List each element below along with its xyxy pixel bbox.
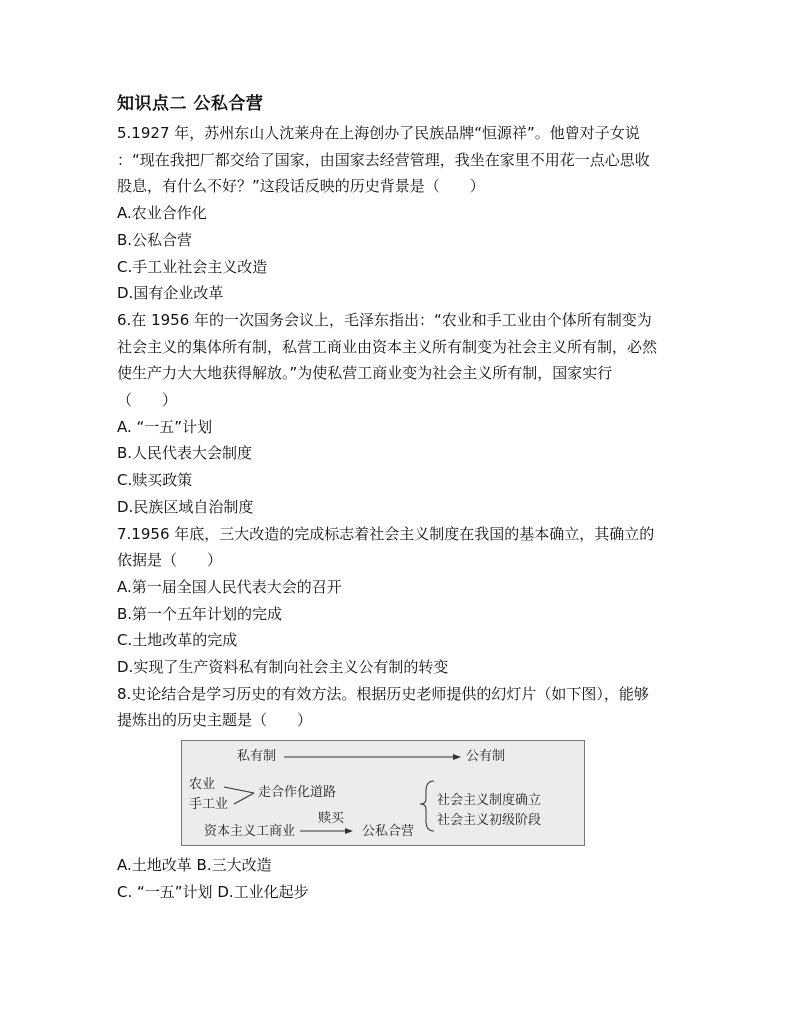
question-6-line-4: （ ） xyxy=(117,391,178,410)
result-brace xyxy=(420,781,434,831)
handicraft-label: 手工业 xyxy=(189,797,229,813)
question-6-line-3: 使生产力大大地获得解放。”为使私营工商业变为社会主义所有制，国家实行 xyxy=(117,364,613,383)
question-6-option-c: C.赎买政策 xyxy=(117,471,193,490)
question-6-option-d: D.民族区域自治制度 xyxy=(117,497,254,516)
question-8-line-2: 提炼出的历史主题是（ ） xyxy=(117,711,313,730)
agriculture-arrow xyxy=(224,787,254,793)
question-5 xyxy=(117,120,687,307)
question-7-option-c: C.土地改革的完成 xyxy=(117,631,238,650)
question-6-option-a: A. “一五”计划 xyxy=(117,417,213,436)
question-8-options-cd: C. “一五”计划 D.工业化起步 xyxy=(117,882,309,901)
question-8-line-1: 8.史论结合是学习历史的有效方法。根据历史老师提供的幻灯片（如下图），能够 xyxy=(117,684,649,703)
slide-diagram xyxy=(181,740,585,846)
question-8 xyxy=(117,681,687,906)
question-7-option-b: B.第一个五年计划的完成 xyxy=(117,604,283,623)
question-5-option-b: B.公私合营 xyxy=(117,230,193,249)
section-title: 知识点二 公私合营 xyxy=(117,94,264,114)
private-ownership-label: 私有制 xyxy=(237,749,277,765)
question-5-option-c: C.手工业社会主义改造 xyxy=(117,257,268,276)
socialist-system-label: 社会主义制度确立 xyxy=(437,793,542,809)
cooperative-road-label: 走合作化道路 xyxy=(258,785,337,801)
question-7 xyxy=(117,521,687,681)
question-5-line-1: 5.1927 年，苏州东山人沈莱舟在上海创办了民族品牌“恒源祥”。他曾对子女说 xyxy=(117,124,640,142)
handicraft-arrow xyxy=(234,793,254,804)
question-5-option-a: A.农业合作化 xyxy=(117,204,207,223)
question-5-line-3: 股息，有什么不好？”这段话反映的历史背景是（ ） xyxy=(117,177,485,196)
public-ownership-label: 公有制 xyxy=(466,749,506,765)
question-8-options-ab: A.土地改革 B.三大改造 xyxy=(117,856,272,875)
question-6-line-2: 社会主义的集体所有制，私营工商业由资本主义所有制变为社会主义所有制，必然 xyxy=(117,337,658,356)
question-6-line-1: 6.在 1956 年的一次国务会议上，毛泽东指出：“农业和手工业由个体所有制变为 xyxy=(117,310,652,329)
question-6 xyxy=(117,307,687,521)
question-7-option-a: A.第一届全国人民代表大会的召开 xyxy=(117,577,342,596)
question-6-option-b: B.人民代表大会制度 xyxy=(117,444,253,463)
primary-stage-label: 社会主义初级阶段 xyxy=(437,813,542,829)
worksheet-page xyxy=(117,92,687,906)
agriculture-label: 农业 xyxy=(189,777,216,793)
question-7-line-2: 依据是（ ） xyxy=(117,551,223,570)
joint-ownership-label: 公私合营 xyxy=(362,824,415,840)
question-5-line-2: ：“现在我把厂都交给了国家，由国家去经营管理，我坐在家里不用花一点心思收 xyxy=(117,150,650,169)
redemption-label: 赎买 xyxy=(318,811,345,827)
question-7-option-d: D.实现了生产资料私有制向社会主义公有制的转变 xyxy=(117,658,449,677)
question-5-option-d: D.国有企业改革 xyxy=(117,284,224,303)
question-7-line-1: 7.1956 年底，三大改造的完成标志着社会主义制度在我国的基本确立，其确立的 xyxy=(117,524,655,543)
capitalist-industry-label: 资本主义工商业 xyxy=(204,824,296,840)
